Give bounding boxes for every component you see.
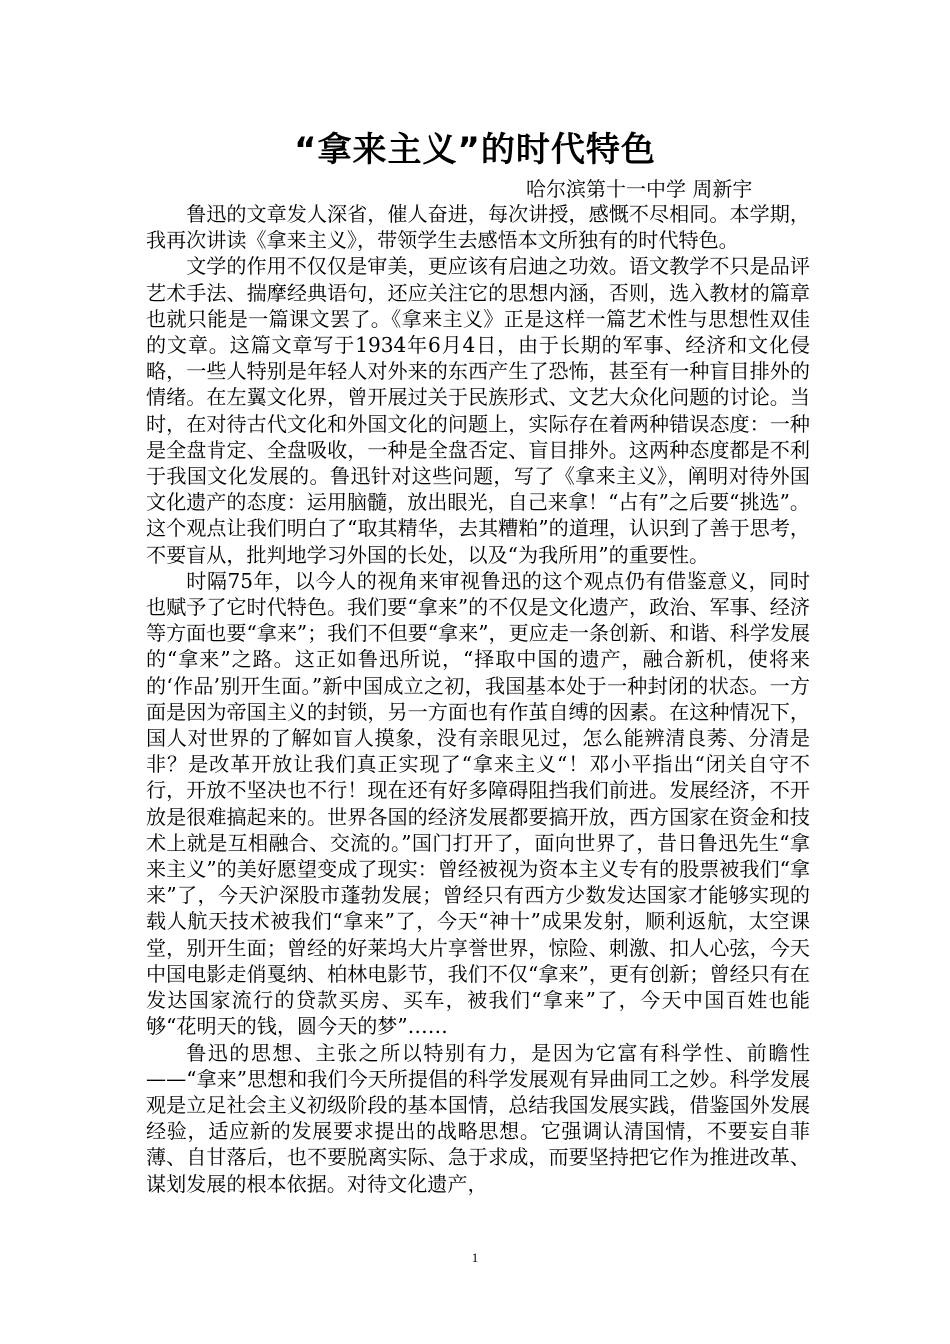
paragraph-2: 文学的作用不仅仅是审美，更应该有启迪之功效。语文教学不只是品评艺术手法、揣摩经典语句，还应关注它的思想内涵，否则，选入教材的篇章也就只能是一篇课文罢了。《拿来主义》正是这样一篇艺术性与思想性双佳的文章。这篇文章写于1934年6月4日，由于长期的军事、经济和文化侵略，一些人特别是年轻人对外来的东西产生了恐怖，甚至有一种盲目排外的情绪。在左翼文化界，曾开展过关于民族形式、文艺大众化问题的讨论。当时，在对待古代文化和外国文化的问题上，实际存在着两种错误态度：一种是全盘肯定、全盘吸收，一种是全盘否定、盲目排外。这两种态度都是不利于我国文化发展的。鲁迅针对这些问题，写了《拿来主义》，阐明对待外国文化遗产的态度：运用脑髓，放出眼光，自己来拿！“占有”之后要“挑选”。这个观点让我们明白了“取其精华，去其糟粕”的道理，认识到了善于思考，不要盲从，批判地学习外国的长处，以及“为我所用”的重要性。 — [146, 254, 810, 567]
paragraph-3: 时隔75年，以今人的视角来审视鲁迅的这个观点仍有借鉴意义，同时也赋予了它时代特色。我们要“拿来”的不仅是文化遗产，政治、军事、经济等方面也要“拿来”；我们不但要“拿来”，更应走一条创新、和谐、科学发展的“拿来”之路。这正如鲁迅所说，“择取中国的遗产，融合新机，使将来的‘作品’别开生面。”新中国成立之初，我国基本处于一种封闭的状态。一方面是因为帝国主义的封锁，另一方面也有作茧自缚的因素。在这种情况下，国人对世界的了解如盲人摸象，没有亲眼见过，怎么能辨清良莠、分清是非？是改革开放让我们真正实现了“拿来主义“！邓小平指出“闭关自守不行，开放不坚决也不行！现在还有好多障碍阻挡我们前进。发展经济，不开放是很难搞起来的。世界各国的经济发展都要搞开放，西方国家在资金和技术上就是互相融合、交流的。”国门打开了，面向世界了，昔日鲁迅先生“拿来主义”的美好愿望变成了现实：曾经被视为资本主义专有的股票被我们“拿来”了，今天沪深股市蓬勃发展；曾经只有西方少数发达国家才能够实现的载人航天技术被我们“拿来”了，今天“神十”成果发射，顺利返航，太空课堂，别开生面；曾经的好莱坞大片享誉世界，惊险、刺激、扣人心弦，今天中国电影走俏戛纳、柏林电影节，我们不仅“拿来”，更有创新；曾经只有在发达国家流行的贷款买房、买车，被我们“拿来”了，今天中国百姓也能够“花明天的钱，圆今天的梦”…… — [146, 568, 810, 1039]
page-number: 1 — [471, 1250, 479, 1265]
paragraph-1: 鲁迅的文章发人深省，催人奋进，每次讲授，感慨不尽相同。本学期，我再次讲读《拿来主义》，带领学生去感悟本文所独有的时代特色。 — [146, 202, 810, 253]
author-line: 哈尔滨第十一中学 周新宇 — [526, 177, 753, 201]
document-body — [146, 201, 810, 1197]
paragraph-4: 鲁迅的思想、主张之所以特别有力，是因为它富有科学性、前瞻性——“拿来”思想和我们今天所提倡的科学发展观有异曲同工之妙。科学发展观是立足社会主义初级阶段的基本国情，总结我国发展实践，借鉴国外发展经验，适应新的发展要求提出的战略思想。它强调认清国情，不要妄自菲薄、自甘落后，也不要脱离实际、急于求成，而要坚持把它作为推进改革、谋划发展的根本依据。对待文化遗产， — [146, 1040, 810, 1196]
document-title: “拿来主义”的时代特色 — [294, 130, 656, 170]
